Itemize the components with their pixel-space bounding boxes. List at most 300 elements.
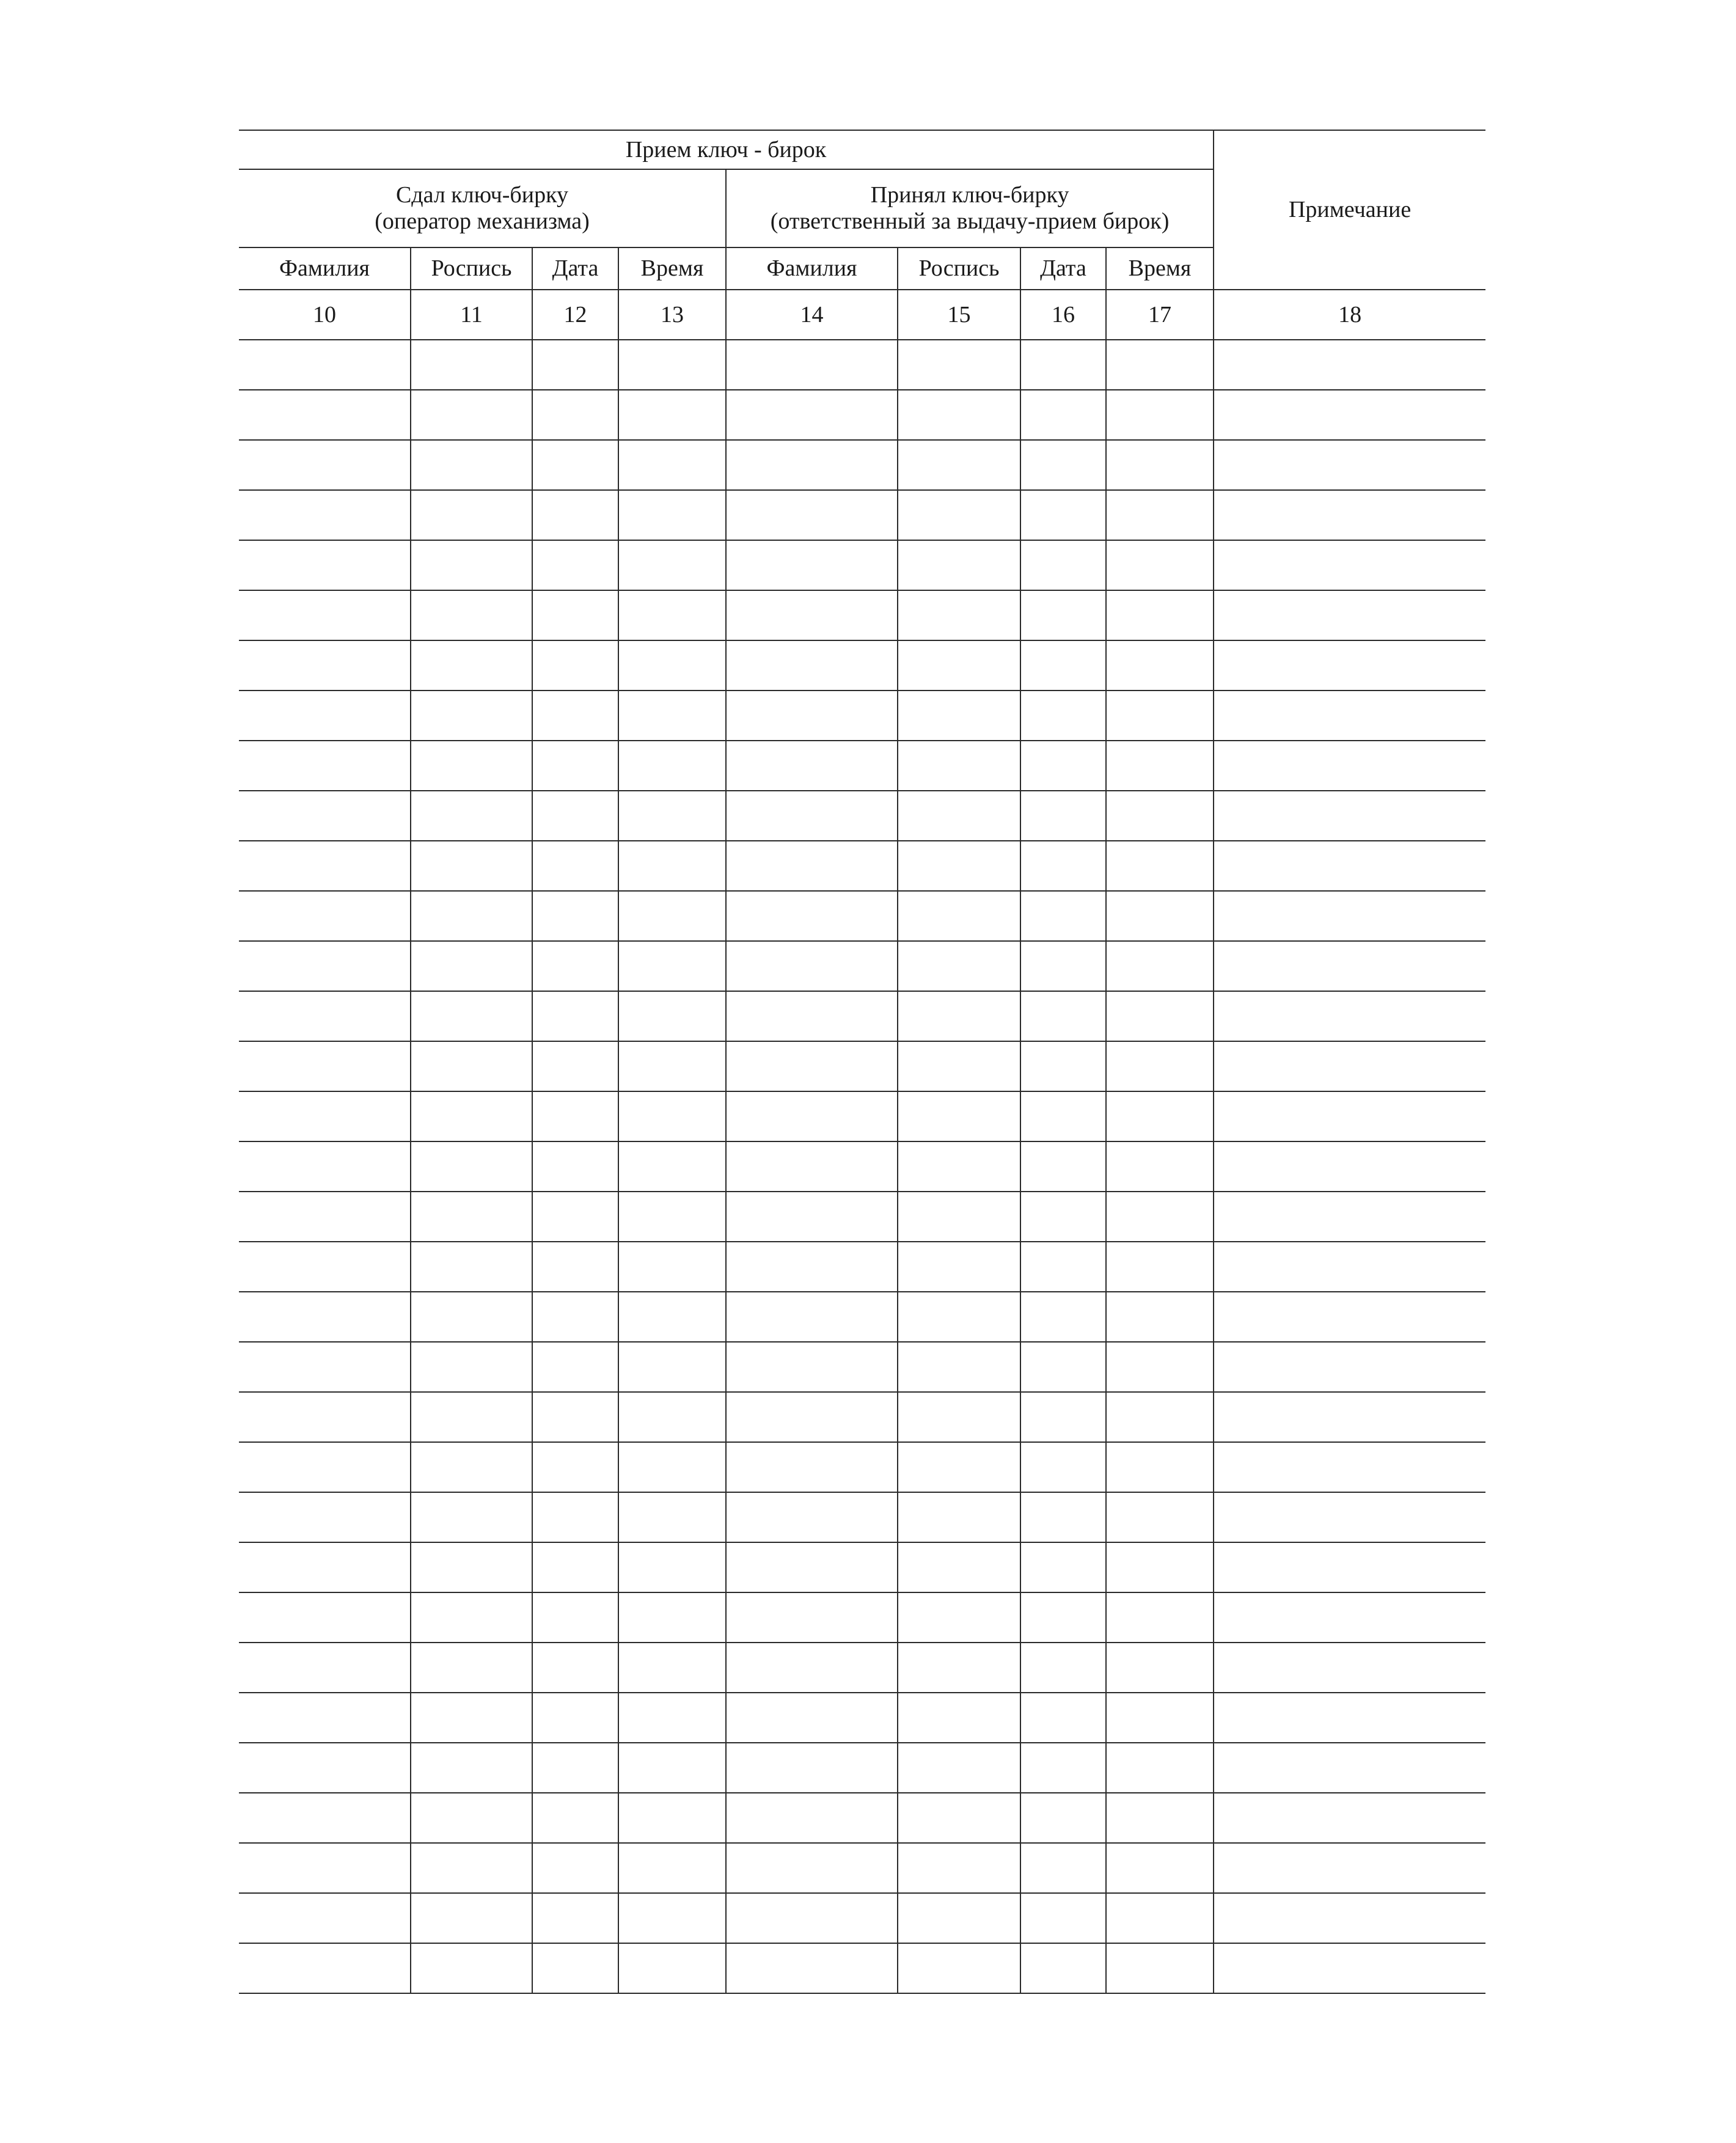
table-cell[interactable] [239,1643,411,1693]
table-cell[interactable] [1214,340,1485,390]
table-cell[interactable] [1020,941,1106,991]
table-cell[interactable] [726,1542,898,1592]
table-cell[interactable] [1214,490,1485,540]
table-cell[interactable] [898,1592,1020,1643]
table-cell[interactable] [532,991,618,1041]
table-cell[interactable] [411,440,532,490]
table-cell[interactable] [1106,1342,1214,1392]
table-cell[interactable] [726,340,898,390]
table-cell[interactable] [726,1141,898,1192]
table-cell[interactable] [1020,791,1106,841]
table-cell[interactable] [898,340,1020,390]
table-cell[interactable] [1106,640,1214,691]
table-cell[interactable] [726,440,898,490]
table-cell[interactable] [1020,1292,1106,1342]
table-cell[interactable] [532,540,618,590]
table-cell[interactable] [239,791,411,841]
table-cell[interactable] [239,1192,411,1242]
table-cell[interactable] [898,1141,1020,1192]
table-cell[interactable] [1214,440,1485,490]
table-cell[interactable] [1020,1192,1106,1242]
table-cell[interactable] [898,1693,1020,1743]
table-cell[interactable] [898,1743,1020,1793]
table-cell[interactable] [1106,590,1214,640]
table-cell[interactable] [411,741,532,791]
table-cell[interactable] [1020,540,1106,590]
table-cell[interactable] [532,1743,618,1793]
table-cell[interactable] [532,1292,618,1342]
table-cell[interactable] [618,540,726,590]
table-cell[interactable] [898,1643,1020,1693]
table-cell[interactable] [532,741,618,791]
table-cell[interactable] [532,891,618,941]
table-cell[interactable] [726,1893,898,1943]
table-cell[interactable] [898,1943,1020,1993]
table-cell[interactable] [532,1091,618,1141]
table-cell[interactable] [411,1542,532,1592]
table-cell[interactable] [1020,691,1106,741]
table-cell[interactable] [1020,1242,1106,1292]
table-cell[interactable] [1214,640,1485,691]
table-cell[interactable] [898,1192,1020,1242]
table-cell[interactable] [618,991,726,1041]
table-cell[interactable] [1020,490,1106,540]
table-cell[interactable] [898,741,1020,791]
table-cell[interactable] [239,1141,411,1192]
table-cell[interactable] [239,1041,411,1091]
table-cell[interactable] [1214,1643,1485,1693]
table-cell[interactable] [726,991,898,1041]
table-cell[interactable] [1106,490,1214,540]
table-cell[interactable] [618,1141,726,1192]
table-cell[interactable] [618,891,726,941]
table-cell[interactable] [239,340,411,390]
table-cell[interactable] [1020,590,1106,640]
table-cell[interactable] [1214,590,1485,640]
table-cell[interactable] [1020,390,1106,440]
table-cell[interactable] [532,390,618,440]
table-cell[interactable] [1106,1743,1214,1793]
table-cell[interactable] [411,1292,532,1342]
table-cell[interactable] [618,1292,726,1342]
table-cell[interactable] [411,340,532,390]
table-cell[interactable] [1106,741,1214,791]
table-cell[interactable] [239,841,411,891]
table-cell[interactable] [239,1793,411,1843]
table-cell[interactable] [618,1592,726,1643]
table-cell[interactable] [898,1091,1020,1141]
table-cell[interactable] [618,1041,726,1091]
table-cell[interactable] [411,1492,532,1542]
table-cell[interactable] [618,1943,726,1993]
table-cell[interactable] [1214,1592,1485,1643]
table-cell[interactable] [532,691,618,741]
table-cell[interactable] [1020,1843,1106,1893]
table-cell[interactable] [411,1041,532,1091]
table-cell[interactable] [1214,1192,1485,1242]
table-cell[interactable] [532,440,618,490]
table-cell[interactable] [1214,741,1485,791]
table-cell[interactable] [1106,1492,1214,1542]
table-cell[interactable] [726,390,898,440]
table-cell[interactable] [1214,1442,1485,1492]
table-cell[interactable] [239,1091,411,1141]
table-cell[interactable] [898,1392,1020,1442]
table-cell[interactable] [618,340,726,390]
table-cell[interactable] [726,741,898,791]
table-cell[interactable] [1214,1041,1485,1091]
table-cell[interactable] [411,1693,532,1743]
table-cell[interactable] [411,991,532,1041]
table-cell[interactable] [1214,791,1485,841]
table-cell[interactable] [532,1242,618,1292]
table-cell[interactable] [618,1192,726,1242]
table-cell[interactable] [898,941,1020,991]
table-cell[interactable] [726,1392,898,1442]
table-cell[interactable] [1020,891,1106,941]
table-cell[interactable] [618,390,726,440]
table-cell[interactable] [898,490,1020,540]
table-cell[interactable] [239,891,411,941]
table-cell[interactable] [239,540,411,590]
table-cell[interactable] [532,590,618,640]
table-cell[interactable] [411,1893,532,1943]
table-cell[interactable] [532,1342,618,1392]
table-cell[interactable] [1106,1592,1214,1643]
table-cell[interactable] [618,1342,726,1392]
table-cell[interactable] [1106,340,1214,390]
table-cell[interactable] [726,490,898,540]
table-cell[interactable] [1106,390,1214,440]
table-cell[interactable] [726,1643,898,1693]
table-cell[interactable] [898,691,1020,741]
table-cell[interactable] [411,1392,532,1442]
table-cell[interactable] [1020,640,1106,691]
table-cell[interactable] [1106,1542,1214,1592]
table-cell[interactable] [618,1693,726,1743]
table-cell[interactable] [726,1843,898,1893]
table-row [239,490,1485,540]
table-cell[interactable] [898,841,1020,891]
table-cell[interactable] [1214,841,1485,891]
table-cell[interactable] [1106,891,1214,941]
table-cell[interactable] [1106,1693,1214,1743]
table-cell[interactable] [411,1242,532,1292]
table-cell[interactable] [1020,1041,1106,1091]
table-cell[interactable] [1106,1242,1214,1292]
table-cell[interactable] [618,741,726,791]
table-cell[interactable] [532,1943,618,1993]
table-cell[interactable] [726,941,898,991]
table-cell[interactable] [1106,841,1214,891]
table-cell[interactable] [239,1292,411,1342]
table-cell[interactable] [411,1442,532,1492]
table-cell[interactable] [726,1342,898,1392]
table-cell[interactable] [239,1743,411,1793]
table-cell[interactable] [1214,1743,1485,1793]
table-cell[interactable] [1020,440,1106,490]
table-cell[interactable] [411,1793,532,1843]
table-cell[interactable] [898,1041,1020,1091]
table-cell[interactable] [726,1693,898,1743]
table-cell[interactable] [1020,1643,1106,1693]
table-cell[interactable] [726,1192,898,1242]
table-cell[interactable] [618,1242,726,1292]
table-cell[interactable] [1106,1292,1214,1342]
table-cell[interactable] [1214,390,1485,440]
table-cell[interactable] [1214,1342,1485,1392]
table-cell[interactable] [239,1442,411,1492]
table-cell[interactable] [898,440,1020,490]
table-cell[interactable] [1106,1141,1214,1192]
table-cell[interactable] [1020,1091,1106,1141]
table-cell[interactable] [1106,1943,1214,1993]
table-cell[interactable] [1020,1793,1106,1843]
table-cell[interactable] [618,1643,726,1693]
table-cell[interactable] [1020,991,1106,1041]
table-cell[interactable] [618,841,726,891]
table-cell[interactable] [1020,741,1106,791]
table-cell[interactable] [726,1242,898,1292]
table-cell[interactable] [239,691,411,741]
table-cell[interactable] [411,1342,532,1392]
table-cell[interactable] [1214,540,1485,590]
table-cell[interactable] [1106,1643,1214,1693]
table-cell[interactable] [898,1242,1020,1292]
table-cell[interactable] [411,691,532,741]
table-cell[interactable] [1214,1292,1485,1342]
table-cell[interactable] [411,841,532,891]
table-cell[interactable] [1106,1893,1214,1943]
table-cell[interactable] [898,390,1020,440]
table-cell[interactable] [1106,941,1214,991]
table-cell[interactable] [618,1743,726,1793]
table-cell[interactable] [532,1041,618,1091]
table-cell[interactable] [726,1743,898,1793]
table-cell[interactable] [726,1793,898,1843]
table-cell[interactable] [411,540,532,590]
table-cell[interactable] [618,1893,726,1943]
table-cell[interactable] [898,1442,1020,1492]
table-cell[interactable] [1020,1392,1106,1442]
table-cell[interactable] [239,1342,411,1392]
table-cell[interactable] [726,1592,898,1643]
table-cell[interactable] [1020,1743,1106,1793]
table-cell[interactable] [532,841,618,891]
table-cell[interactable] [618,1442,726,1492]
table-cell[interactable] [411,941,532,991]
group-title: Прием ключ - бирок [625,136,827,163]
table-cell[interactable] [898,1793,1020,1843]
table-cell[interactable] [532,640,618,691]
table-cell[interactable] [898,1843,1020,1893]
table-cell[interactable] [1106,1091,1214,1141]
table-cell[interactable] [1214,1843,1485,1893]
table-cell[interactable] [1214,1542,1485,1592]
table-cell[interactable] [726,891,898,941]
table-cell[interactable] [411,640,532,691]
table-cell[interactable] [532,340,618,390]
table-cell[interactable] [239,440,411,490]
table-cell[interactable] [532,1843,618,1893]
table-cell[interactable] [618,1392,726,1442]
table-cell[interactable] [239,1843,411,1893]
table-cell[interactable] [532,1442,618,1492]
table-cell[interactable] [618,490,726,540]
table-cell[interactable] [411,390,532,440]
table-cell[interactable] [411,1091,532,1141]
table-cell[interactable] [532,490,618,540]
table-cell[interactable] [726,691,898,741]
table-cell[interactable] [1106,1793,1214,1843]
table-cell[interactable] [1020,1492,1106,1542]
table-cell[interactable] [1106,1041,1214,1091]
table-cell[interactable] [726,1442,898,1492]
table-cell[interactable] [618,791,726,841]
table-cell[interactable] [239,1592,411,1643]
table-cell[interactable] [618,1542,726,1592]
table-cell[interactable] [532,941,618,991]
table-cell[interactable] [1214,1943,1485,1993]
table-cell[interactable] [898,1492,1020,1542]
table-cell[interactable] [1020,1442,1106,1492]
table-cell[interactable] [1214,1392,1485,1442]
table-cell[interactable] [618,440,726,490]
table-cell[interactable] [618,1091,726,1141]
table-cell[interactable] [532,1192,618,1242]
table-cell[interactable] [239,590,411,640]
table-cell[interactable] [532,791,618,841]
table-cell[interactable] [1106,991,1214,1041]
table-cell[interactable] [1214,1893,1485,1943]
table-cell[interactable] [898,1292,1020,1342]
table-cell[interactable] [726,1091,898,1141]
table-cell[interactable] [898,891,1020,941]
table-cell[interactable] [726,1492,898,1542]
table-cell[interactable] [898,991,1020,1041]
table-cell[interactable] [1020,1693,1106,1743]
table-cell[interactable] [411,1141,532,1192]
table-cell[interactable] [1106,540,1214,590]
table-cell[interactable] [898,640,1020,691]
table-cell[interactable] [1020,340,1106,390]
table-cell[interactable] [1020,1592,1106,1643]
table-cell[interactable] [239,1693,411,1743]
table-cell[interactable] [532,1793,618,1843]
table-cell[interactable] [411,490,532,540]
table-cell[interactable] [239,1943,411,1993]
table-cell[interactable] [726,1041,898,1091]
table-cell[interactable] [618,941,726,991]
table-cell[interactable] [239,941,411,991]
table-cell[interactable] [1106,691,1214,741]
table-cell[interactable] [1214,1242,1485,1292]
table-cell[interactable] [411,590,532,640]
table-cell[interactable] [411,791,532,841]
table-cell[interactable] [1214,1492,1485,1542]
table-cell[interactable] [1020,841,1106,891]
table-cell[interactable] [1214,1141,1485,1192]
table-cell[interactable] [532,1392,618,1442]
table-cell[interactable] [726,640,898,691]
table-cell[interactable] [1214,1091,1485,1141]
table-cell[interactable] [411,891,532,941]
table-cell[interactable] [1214,1693,1485,1743]
table-cell[interactable] [532,1592,618,1643]
table-cell[interactable] [1106,440,1214,490]
table-cell[interactable] [239,490,411,540]
table-cell[interactable] [726,1292,898,1342]
table-cell[interactable] [532,1542,618,1592]
table-cell[interactable] [1106,791,1214,841]
table-cell[interactable] [1020,1943,1106,1993]
table-cell[interactable] [726,590,898,640]
table-cell[interactable] [239,640,411,691]
table-cell[interactable] [411,1592,532,1643]
table-cell[interactable] [618,1492,726,1542]
table-cell[interactable] [618,640,726,691]
table-cell[interactable] [898,1893,1020,1943]
table-cell[interactable] [1214,941,1485,991]
table-cell[interactable] [726,540,898,590]
table-cell[interactable] [1214,891,1485,941]
table-cell[interactable] [411,1843,532,1893]
table-cell[interactable] [1106,1392,1214,1442]
table-cell[interactable] [1214,1793,1485,1843]
table-cell[interactable] [1020,1141,1106,1192]
table-cell[interactable] [898,540,1020,590]
table-cell[interactable] [239,991,411,1041]
table-cell[interactable] [726,841,898,891]
table-cell[interactable] [1020,1893,1106,1943]
table-cell[interactable] [239,741,411,791]
table-cell[interactable] [1020,1342,1106,1392]
table-cell[interactable] [239,1893,411,1943]
table-cell[interactable] [532,1492,618,1542]
table-cell[interactable] [411,1743,532,1793]
table-cell[interactable] [898,1342,1020,1392]
table-cell[interactable] [726,791,898,841]
table-cell[interactable] [532,1643,618,1693]
table-cell[interactable] [411,1192,532,1242]
table-cell[interactable] [239,1242,411,1292]
table-cell[interactable] [239,1542,411,1592]
table-cell[interactable] [1214,691,1485,741]
table-cell[interactable] [1106,1843,1214,1893]
table-cell[interactable] [532,1141,618,1192]
table-cell[interactable] [618,691,726,741]
table-cell[interactable] [898,791,1020,841]
table-cell[interactable] [726,1943,898,1993]
table-cell[interactable] [411,1943,532,1993]
table-cell[interactable] [411,1643,532,1693]
table-cell[interactable] [239,1392,411,1442]
table-cell[interactable] [618,590,726,640]
table-cell[interactable] [618,1793,726,1843]
table-cell[interactable] [618,1843,726,1893]
table-cell[interactable] [532,1693,618,1743]
table-cell[interactable] [898,1542,1020,1592]
table-cell[interactable] [898,590,1020,640]
table-cell[interactable] [1106,1192,1214,1242]
gave-title: Сдал ключ-бирку [395,182,569,208]
table-cell[interactable] [1214,991,1485,1041]
table-cell[interactable] [1020,1542,1106,1592]
table-cell[interactable] [1106,1442,1214,1492]
table-cell[interactable] [239,1492,411,1542]
table-cell[interactable] [239,390,411,440]
table-cell[interactable] [532,1893,618,1943]
